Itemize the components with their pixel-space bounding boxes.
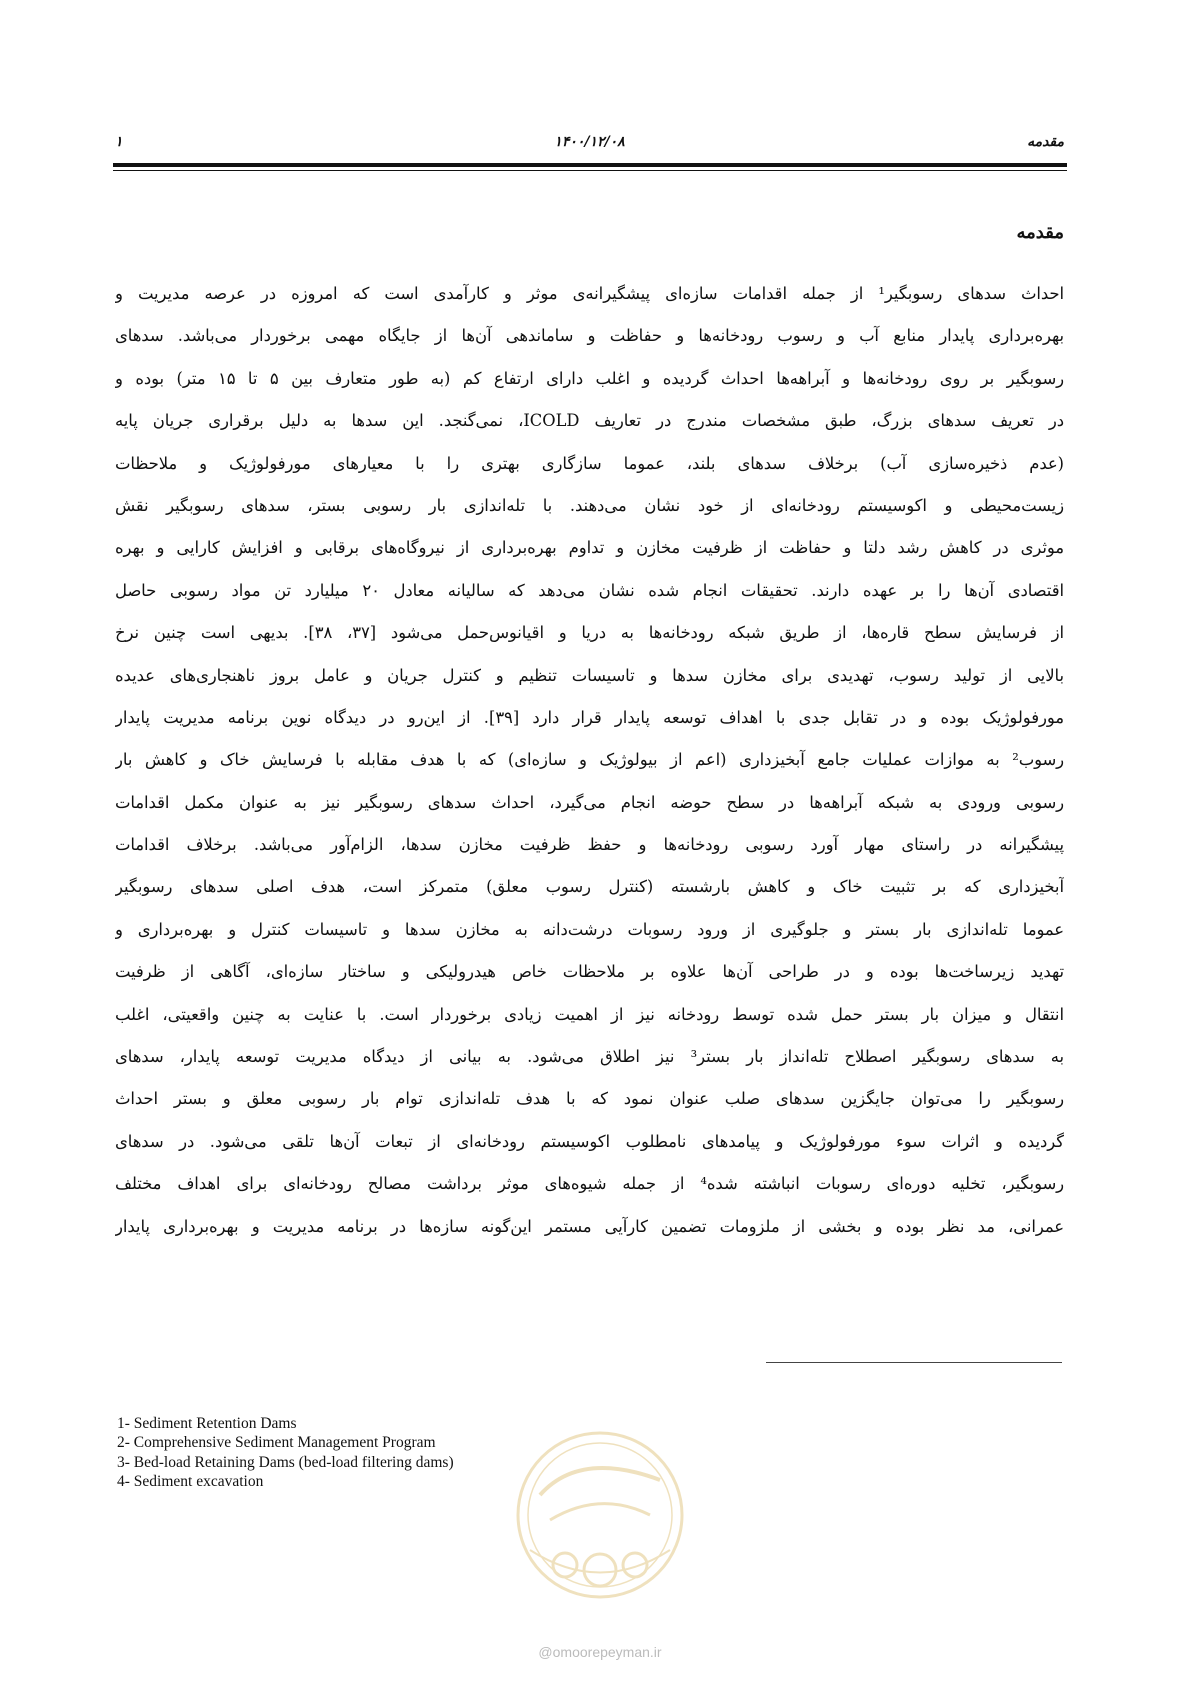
header-rule-thick [113,163,1067,167]
body-line: گردیده و اثرات سوء مورفولوژیک و پیامدهای نامطلوب اکوسیستم رودخانه‌ای از تبعات آن‌ها تلقی می‌شود. در سدهای [115,1131,1064,1151]
header-date: ۱۴۰۰/۱۲/۰۸ [554,134,625,150]
body-line: (عدم ذخیره‌سازی آب) برخلاف سدهای بلند، عموما سازگاری بهتری را با معیارهای مورفولوژیک و ملاحظات [115,453,1064,473]
body-line: رسوبگیر بر روی رودخانه‌ها و آبراهه‌ها احداث گردیده و اغلب دارای ارتفاع کم (به طور متعارف بین ۵ تا ۱۵ متر) بوده و [115,368,1064,388]
body-line: عموما تله‌اندازی بار بستر و جلوگیری از ورود رسوبات درشت‌دانه به مخازن سدها و تاسیسات کنترل و بهره‌برداری و [115,919,1064,939]
body-line: بهره‌برداری پایدار منابع آب و رسوب رودخانه‌ها و حفاظت و ساماندهی آن‌ها از جایگاه مهمی برخوردار می‌باشد. سدهای [115,326,1064,346]
footnote: 1- Sediment Retention Dams [117,1415,297,1432]
body-text [115,280,1064,1255]
body-line: اقتصادی آن‌ها را بر عهده دارند. تحقیقات انجام شده نشان می‌دهد که سالیانه معادل ۲۰ میلیارد تن مواد رسوبی حاصل [115,580,1064,600]
running-header [115,134,1064,158]
footnote: 4- Sediment excavation [117,1472,264,1490]
footnotes [117,1414,454,1491]
body-line: مورفولوژیک بوده و در تقابل جدی با اهداف توسعه پایدار قرار دارد [۳۹]. از این‌رو در دیدگاه نوین برنامه مدیریت پایدار [115,707,1064,727]
body-line: موثری در کاهش رشد دلتا و حفاظت از ظرفیت مخازن و تداوم بهره‌برداری از نیروگاه‌های برقابی و افزایش کارایی و بهره [115,538,1064,558]
watermark-url: @omoorepeyman.ir [538,1644,662,1660]
body-line: رسوب² به موازات عملیات جامع آبخیزداری (اعم از بیولوژیک و سازه‌ای) که با هدف مقابله با فرسایش خاک و کاهش بار [115,750,1064,770]
body-line: به سدهای رسوبگیر اصطلاح تله‌انداز بار بستر³ نیز اطلاق می‌شود. به بیانی از دیدگاه مدیریت توسعه پایدار، سدهای [115,1047,1064,1067]
body-line: از فرسایش سطح قاره‌ها، از طریق شبکه رودخانه‌ها به دریا و اقیانوس‌حمل می‌شود [۳۷، ۳۸]. بدیهی است چنین نرخ [115,623,1064,643]
header-section-title: مقدمه [1027,134,1064,150]
footnote: 3- Bed-load Retaining Dams (bed-load filtering dams) [117,1453,454,1471]
page-number: ۱ [115,134,123,150]
body-line: رسوبگیر را می‌توان جایگزین سدهای صلب عنوان نمود که با هدف تله‌اندازی توام بار رسوبی معلق و بستر احداث [115,1089,1064,1109]
body-line: رسوبگیر، تخلیه دوره‌ای رسوبات انباشته شده⁴ از جمله شیوه‌های موثر برداشت مصالح رودخانه‌ای برای اهداف مختلف [115,1174,1064,1194]
section-heading: مقدمه [1016,222,1064,243]
footnote: 2- Comprehensive Sediment Management Program [117,1434,436,1452]
watermark-seal-icon [510,1420,690,1640]
body-line: تهدید زیرساخت‌ها بوده و در طراحی آن‌ها علاوه بر ملاحظات خاص هیدرولیکی و ساختار سازه‌ای، آگاهی از ظرفیت [115,962,1064,982]
body-line: احداث سدهای رسوبگیر¹ از جمله اقدامات سازه‌ای پیشگیرانه‌ی موثر و کارآمدی است که امروزه در عرصه مدیریت و [115,284,1064,303]
body-line: آبخیزداری که بر تثبیت خاک و کاهش بارشسته (کنترل رسوب معلق) متمرکز است، هدف اصلی سدهای رسوبگیر [115,877,1064,897]
body-line: انتقال و میزان بار بستر حمل شده توسط رودخانه نیز از اهمیت زیادی برخوردار است. با عنایت به چنین واقعیتی، اغلب [115,1004,1064,1024]
body-line: زیست‌محیطی و اکوسیستم رودخانه‌ای از خود نشان می‌دهند. با تله‌اندازی بار رسوبی بستر، سدهای رسوبگیر نقش [115,495,1064,515]
body-line: پیشگیرانه در راستای مهار آورد رسوبی رودخانه‌ها و حفظ ظرفیت مخازن سدها، الزام‌آور می‌باشد. برخلاف اقدامات [115,835,1064,855]
body-line: عمرانی، مد نظر بوده و بخشی از ملزومات تضمین کارآیی مستمر این‌گونه سازه‌ها در برنامه مدیریت و بهره‌برداری پایدار [115,1216,1064,1236]
footnote-separator [766,1362,1062,1363]
body-line: رسوبی ورودی به شبکه آبراهه‌ها در سطح حوضه انجام می‌گیرد، احداث سدهای رسوبگیر نیز به عنوان مکمل اقدامات [115,792,1064,812]
body-line: بالایی از تولید رسوب، تهدیدی برای مخازن سدها و تاسیسات تنظیم و کنترل جریان و عامل بروز ناهنجاری‌های عدیده [115,665,1064,685]
header-rule-thin [113,170,1067,171]
body-line: در تعریف سدهای بزرگ، طبق مشخصات مندرج در تعاریف ICOLD، نمی‌گنجد. این سدها به دلیل برقراری جریان پایه [115,411,1064,431]
